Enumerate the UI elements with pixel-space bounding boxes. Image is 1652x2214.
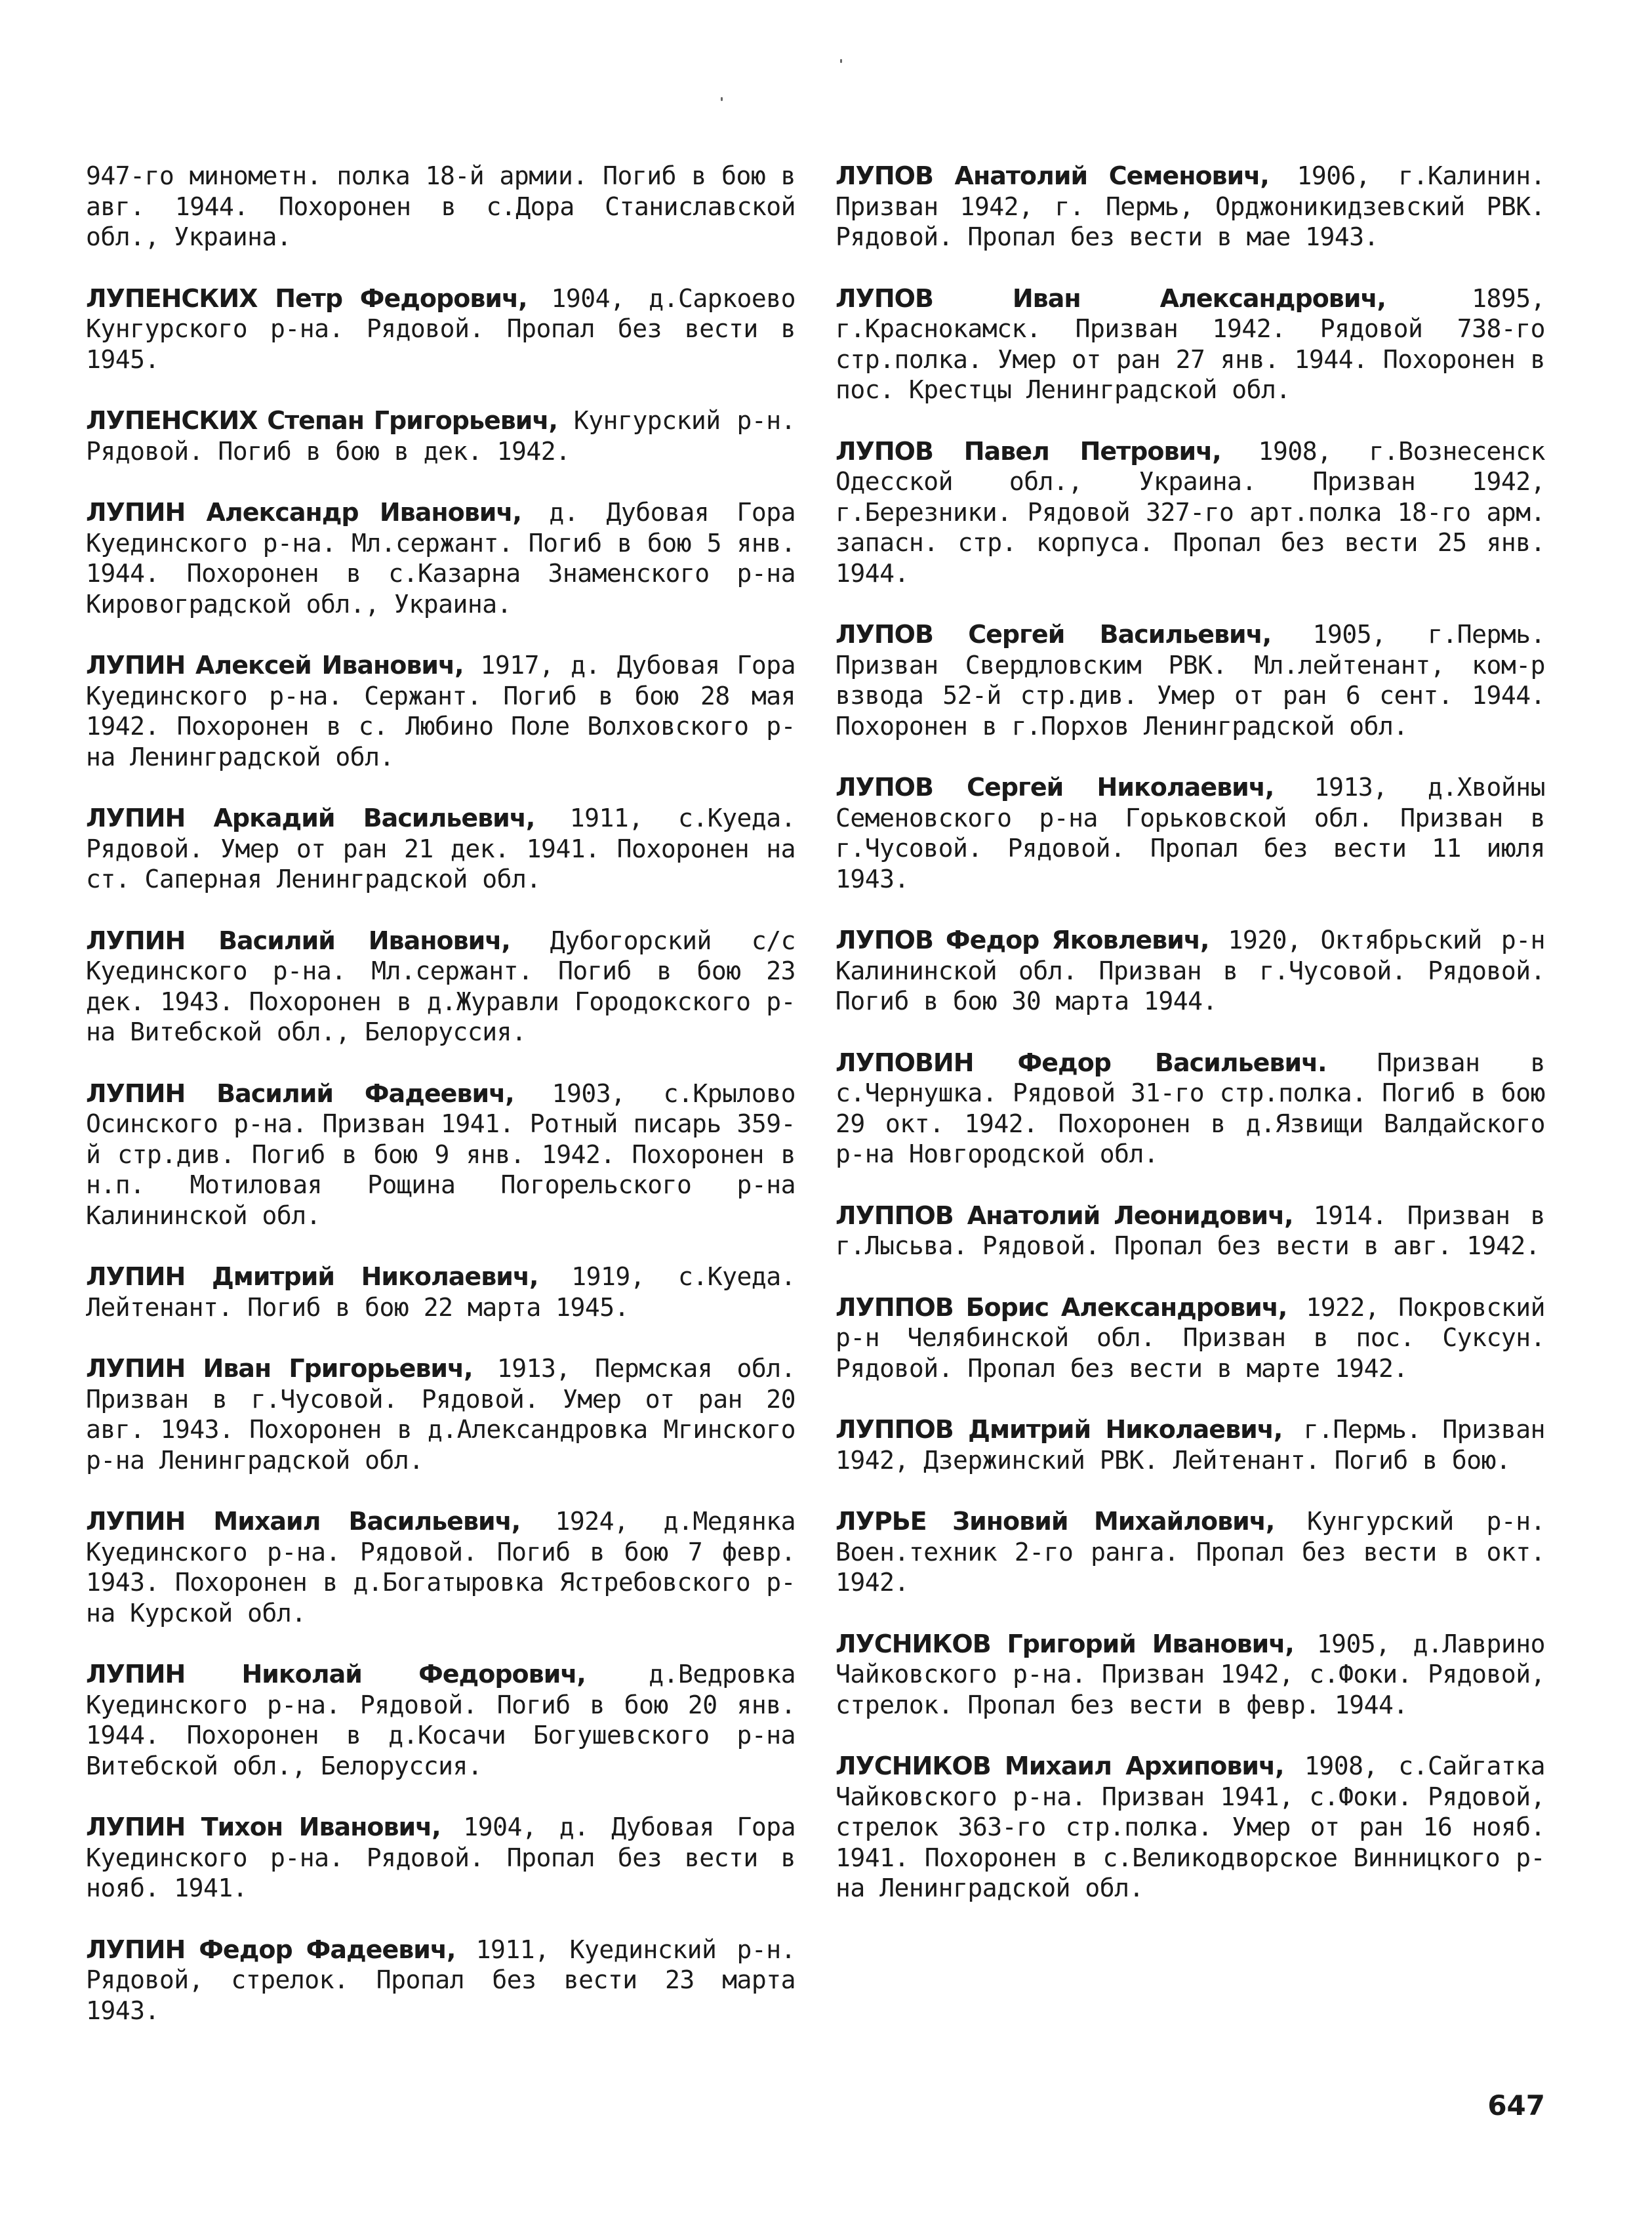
entry-name: ЛУППОВ Анатолий Леонидович, bbox=[836, 1200, 1293, 1230]
entry-name: ЛУПИН Василий Фадеевич, bbox=[86, 1078, 514, 1108]
memorial-entry bbox=[86, 497, 796, 619]
entry-name: ЛУПЕНСКИХ Степан Григорьевич, bbox=[86, 406, 557, 435]
entry-name: ЛУПИН Дмитрий Николаевич, bbox=[86, 1262, 538, 1291]
entry-name: ЛУПОВИН Федор Васильевич. bbox=[836, 1048, 1327, 1077]
memorial-entry bbox=[836, 161, 1545, 253]
left-column bbox=[86, 161, 796, 2057]
memorial-entry bbox=[836, 1751, 1545, 1904]
memorial-entry bbox=[86, 1353, 796, 1475]
memorial-entry bbox=[86, 1812, 796, 1904]
entry-name: ЛУППОВ Дмитрий Николаевич, bbox=[836, 1415, 1283, 1444]
entry-text: 1924, д.Медянка Куединского р-на. Рядовой. Погиб в бою 7 февр. 1943. Похоронен в д.Богатыровка Ястребовского р-на Курской обл. bbox=[86, 1507, 796, 1628]
entry-text: 1913, д.Хвойны Семеновского р-на Горьковской обл. Призван в г.Чусовой. Рядовой. Пропал без вести 11 июля 1943. bbox=[836, 773, 1545, 893]
entry-text: д. Дубовая Гора Куединского р-на. Мл.сержант. Погиб в бою 5 янв. 1944. Похоронен в с.Казарна Знаменского р-на Кировоградской обл., Украина. bbox=[86, 498, 796, 619]
entry-name: ЛУПИН Василий Иванович, bbox=[86, 926, 510, 955]
entry-text: 1906, г.Калинин. Призван 1942, г. Пермь, Орджоникидзевский РВК. Рядовой. Пропал без вести в мае 1943. bbox=[836, 161, 1545, 251]
entry-text: 1895, г.Краснокамск. Призван 1942. Рядовой 738-го стр.полка. Умер от ран 27 янв. 1944. Похоронен в пос. Крестцы Ленинградской обл. bbox=[836, 283, 1545, 404]
entry-text: д.Ведровка Куединского р-на. Рядовой. Погиб в бою 20 янв. 1944. Похоронен в д.Косачи Богушевского р-на Витебской обл., Белоруссия. bbox=[86, 1660, 796, 1780]
entry-text: 947-го минометн. полка 18-й армии. Погиб в бою в авг. 1944. Похоронен в с.Дора Станиславской обл., Украина. bbox=[86, 161, 796, 251]
entry-name: ЛУПИН Тихон Иванович, bbox=[86, 1813, 441, 1841]
memorial-entry bbox=[86, 1078, 796, 1231]
right-column bbox=[836, 161, 1545, 1935]
memorial-entry bbox=[86, 1935, 796, 2026]
entry-name: ЛУПИН Федор Фадеевич, bbox=[86, 1935, 456, 1964]
page-number: 647 bbox=[1487, 2089, 1545, 2122]
entry-name: ЛУПИН Алексей Иванович, bbox=[86, 651, 464, 680]
entry-text: 1905, г.Пермь. Призван Свердловским РВК. Мл.лейтенант, ком-р взвода 52-й стр.див. Умер от ран 6 сент. 1944. Похоронен в г.Порхов Ленинградской обл. bbox=[836, 620, 1545, 741]
memorial-entry bbox=[86, 1506, 796, 1628]
memorial-entry bbox=[86, 161, 796, 253]
memorial-entry bbox=[836, 925, 1545, 1017]
entry-name: ЛУПОВ Анатолий Семенович, bbox=[836, 161, 1269, 190]
entry-text: г.Пермь. Призван 1942, Дзержинский РВК. Лейтенант. Погиб в бою. bbox=[836, 1415, 1545, 1475]
entry-text: 1919, с.Куеда. Лейтенант. Погиб в бою 22 марта 1945. bbox=[86, 1262, 796, 1322]
memorial-entry bbox=[836, 1414, 1545, 1475]
entry-text: 1911, с.Куеда. Рядовой. Умер от ран 21 дек. 1941. Похоронен на ст. Саперная Ленинградской обл. bbox=[86, 804, 796, 893]
memorial-entry bbox=[836, 1292, 1545, 1384]
memorial-entry bbox=[836, 436, 1545, 589]
memorial-entry bbox=[86, 1261, 796, 1322]
entry-name: ЛУППОВ Борис Александрович, bbox=[836, 1292, 1287, 1322]
scan-speck bbox=[840, 59, 842, 63]
entry-name: ЛУСНИКОВ Григорий Иванович, bbox=[836, 1629, 1294, 1658]
entry-name: ЛУПИН Александр Иванович, bbox=[86, 498, 521, 527]
memorial-entry bbox=[836, 1506, 1545, 1598]
entry-name: ЛУПОВ Федор Яковлевич, bbox=[836, 926, 1209, 954]
entry-text: Дубогорский с/с Куединского р-на. Мл.сержант. Погиб в бою 23 дек. 1943. Похоронен в д.Журавли Городокского р-на Витебской обл., Белоруссия. bbox=[86, 926, 796, 1046]
entry-name: ЛУПОВ Сергей Николаевич, bbox=[836, 773, 1274, 802]
entry-text: 1903, с.Крылово Осинского р-на. Призван 1941. Ротный писарь 359-й стр.див. Погиб в бою 9 янв. 1942. Похоронен в н.п. Мотиловая Рощина Погорельского р-на Калининской обл. bbox=[86, 1078, 796, 1230]
memorial-entry bbox=[86, 405, 796, 466]
memorial-entry bbox=[86, 1659, 796, 1781]
entry-text: Кунгурский р-н. Рядовой. Погиб в бою в дек. 1942. bbox=[86, 406, 796, 466]
entry-text: 1913, Пермская обл. Призван в г.Чусовой. Рядовой. Умер от ран 20 авг. 1943. Похоронен в д.Александровка Мгинского р-на Ленинградской обл. bbox=[86, 1354, 796, 1475]
entry-text: 1908, г.Вознесенск Одесской обл., Украина. Призван 1942, г.Березники. Рядовой 327-го арт.полка 18-го арм. запасн. стр. корпуса. Пропал без вести 25 янв. 1944. bbox=[836, 436, 1545, 588]
entry-text: 1904, д.Саркоево Кунгурского р-на. Рядовой. Пропал без вести в 1945. bbox=[86, 283, 796, 374]
memorial-entry bbox=[836, 283, 1545, 405]
memorial-entry bbox=[86, 650, 796, 772]
entry-text: 1905, д.Лаврино Чайковского р-на. Призван 1942, с.Фоки. Рядовой, стрелок. Пропал без вести в февр. 1944. bbox=[836, 1629, 1545, 1719]
scan-speck bbox=[721, 97, 723, 101]
entry-name: ЛУПИН Николай Федорович, bbox=[86, 1660, 586, 1689]
memorial-entry bbox=[86, 803, 796, 895]
entry-name: ЛУСНИКОВ Михаил Архипович, bbox=[836, 1752, 1284, 1780]
memorial-entry bbox=[836, 1629, 1545, 1721]
entry-name: ЛУПИН Михаил Васильевич, bbox=[86, 1507, 521, 1536]
entry-name: ЛУПОВ Павел Петрович, bbox=[836, 436, 1221, 466]
entry-name: ЛУРЬЕ Зиновий Михайлович, bbox=[836, 1507, 1275, 1536]
entry-text: Кунгурский р-н. Воен.техник 2-го ранга. Пропал без вести в окт. 1942. bbox=[836, 1507, 1546, 1597]
entry-name: ЛУПЕНСКИХ Петр Федорович, bbox=[86, 283, 527, 313]
entry-text: 1922, Покровский р-н Челябинской обл. Призван в пос. Суксун. Рядовой. Пропал без вести в марте 1942. bbox=[836, 1292, 1545, 1383]
memorial-entry bbox=[836, 619, 1545, 741]
entry-name: ЛУПИН Иван Григорьевич, bbox=[86, 1354, 473, 1383]
entry-text: 1917, д. Дубовая Гора Куединского р-на. Сержант. Погиб в бою 28 мая 1942. Похоронен в с. Любино Поле Волховского р-на Ленинградской обл. bbox=[86, 651, 796, 771]
memorial-entry bbox=[836, 1048, 1545, 1170]
memorial-entry bbox=[86, 926, 796, 1048]
entry-name: ЛУПОВ Сергей Васильевич, bbox=[836, 620, 1272, 649]
entry-name: ЛУПОВ Иван Александрович, bbox=[836, 283, 1386, 313]
entry-name: ЛУПИН Аркадий Васильевич, bbox=[86, 804, 535, 832]
entry-text: 1920, Октябрьский р-н Калининской обл. Призван в г.Чусовой. Рядовой. Погиб в бою 30 марта 1944. bbox=[836, 926, 1545, 1015]
entry-text: Призван в с.Чернушка. Рядовой 31-го стр.полка. Погиб в бою 29 окт. 1942. Похоронен в д.Язвищи Валдайского р-на Новгородской обл. bbox=[836, 1048, 1545, 1168]
memorial-entry bbox=[836, 1200, 1545, 1261]
entry-text: 1914. Призван в г.Лысьва. Рядовой. Пропал без вести в авг. 1942. bbox=[836, 1200, 1545, 1260]
entry-text: 1904, д. Дубовая Гора Куединского р-на. Рядовой. Пропал без вести в нояб. 1941. bbox=[86, 1813, 796, 1902]
memorial-entry bbox=[86, 283, 796, 375]
entry-text: 1908, с.Сайгатка Чайковского р-на. Призван 1941, с.Фоки. Рядовой, стрелок 363-го стр.полка. Умер от ран 16 нояб. 1941. Похоронен в с.Великодворское Винницкого р-на Ленинградской обл. bbox=[836, 1752, 1545, 1902]
entry-text: 1911, Куединский р-н. Рядовой, стрелок. Пропал без вести 23 марта 1943. bbox=[86, 1935, 796, 2025]
memorial-entry bbox=[836, 772, 1545, 894]
